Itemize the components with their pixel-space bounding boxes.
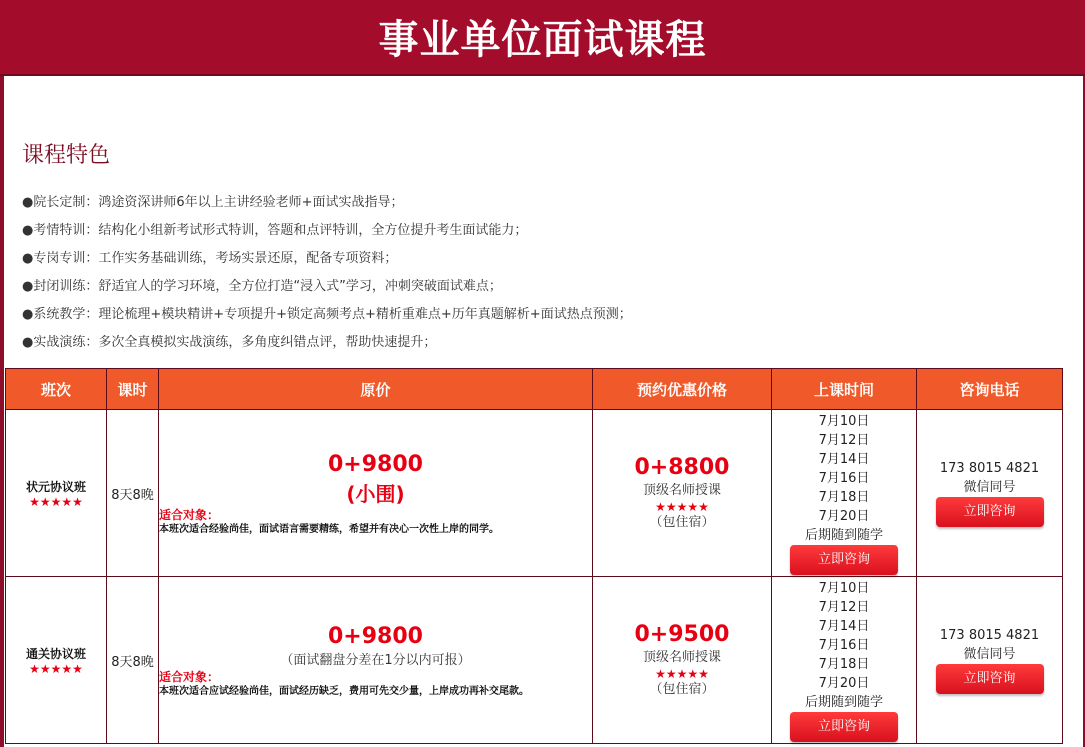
phone-cell xyxy=(917,577,1063,744)
original-price: 0+9800 xyxy=(328,623,423,649)
feature-item: ●院长定制：鸿途资深讲师6年以上主讲经验老师+面试实战指导； xyxy=(22,195,404,210)
schedule-date: 7月14日 xyxy=(818,618,870,634)
phone-number: 173 8015 4821 xyxy=(939,461,1040,476)
feature-item: ●系统教学：理论梳理+模块精讲+专项提升+锁定高频考点+精析重难点+历年真题解析+面试热点预测； xyxy=(22,307,632,322)
schedule-date: 7月14日 xyxy=(818,451,870,467)
schedule-date: 7月18日 xyxy=(818,489,870,505)
feature-item: ●专岗专训：工作实务基础训练，考场实景还原，配备专项资料； xyxy=(22,251,398,266)
col-header-hours: 课时 xyxy=(107,369,159,410)
feature-item: ●封闭训练：舒适宜人的学习环境，全方位打造“浸入式”学习，冲刺突破面试难点； xyxy=(22,279,502,294)
schedule-date: 7月12日 xyxy=(818,432,870,448)
table-row xyxy=(6,410,1063,577)
price-cell xyxy=(159,410,593,577)
wechat-note: 微信同号 xyxy=(963,480,1016,495)
col-header-price: 原价 xyxy=(159,369,593,410)
course-features xyxy=(22,138,1062,357)
col-header-schedule: 上课时间 xyxy=(772,369,917,410)
schedule-date: 7月16日 xyxy=(818,470,870,486)
suit-description: 本班次适合经验尚佳，面试语言需要精练，希望并有决心一次性上岸的同学。 xyxy=(159,523,499,535)
col-header-phone: 咨询电话 xyxy=(917,369,1063,410)
wechat-note: 微信同号 xyxy=(963,647,1016,662)
consult-button[interactable]: 立即咨询 xyxy=(936,497,1044,527)
schedule-date: 7月20日 xyxy=(818,508,870,524)
schedule-cell xyxy=(772,410,917,577)
promo-price: 0+8800 xyxy=(634,455,730,480)
price-note: （面试翻盘分差在1分以内可报） xyxy=(280,652,471,668)
phone-cell xyxy=(917,410,1063,577)
feature-item: ●考情特训：结构化小组新考试形式特训，答题和点评特训，全方位提升考生面试能力； xyxy=(22,223,528,238)
promo-cell xyxy=(593,577,772,744)
page-title: 事业单位面试课程 xyxy=(378,17,707,63)
phone-number: 173 8015 4821 xyxy=(939,628,1040,643)
features-title: 课程特色 xyxy=(22,143,111,168)
schedule-note: 后期随到随学 xyxy=(804,694,883,710)
table-row xyxy=(6,577,1063,744)
schedule-date: 7月12日 xyxy=(818,599,870,615)
feature-item: ●实战演练：多次全真模拟实战演练，多角度纠错点评，帮助快速提升； xyxy=(22,335,437,350)
header-divider xyxy=(0,74,1085,76)
schedule-date: 7月10日 xyxy=(818,580,870,596)
hours-cell: 8天8晚 xyxy=(107,410,159,577)
page-header xyxy=(0,0,1085,76)
class-cell xyxy=(6,577,107,744)
promo-teacher: 顶级名师授课 xyxy=(642,483,721,498)
price-subtitle: (小围) xyxy=(346,481,405,506)
schedule-date: 7月10日 xyxy=(818,413,870,429)
course-table xyxy=(5,368,1063,744)
page-frame-left xyxy=(0,0,4,747)
suit-description: 本班次适合应试经验尚佳，面试经历缺乏，费用可先交少量，上岸成功再补交尾款。 xyxy=(159,685,529,697)
rating-stars: ★★★★★ xyxy=(29,494,83,509)
consult-button[interactable]: 立即咨询 xyxy=(790,712,898,742)
class-name: 通关协议班 xyxy=(25,646,86,661)
table-header-row xyxy=(6,369,1063,410)
hours-cell: 8天8晚 xyxy=(107,577,159,744)
schedule-date: 7月20日 xyxy=(818,675,870,691)
col-header-promo: 预约优惠价格 xyxy=(593,369,772,410)
schedule-date: 7月16日 xyxy=(818,637,870,653)
schedule-note: 后期随到随学 xyxy=(804,527,883,543)
price-cell xyxy=(159,577,593,744)
suit-title: 适合对象： xyxy=(159,507,220,522)
class-name: 状元协议班 xyxy=(25,479,86,494)
promo-cell xyxy=(593,410,772,577)
col-header-class: 班次 xyxy=(6,369,107,410)
promo-note: （包住宿） xyxy=(649,682,715,697)
rating-stars: ★★★★★ xyxy=(29,661,83,676)
original-price: 0+9800 xyxy=(328,451,423,477)
promo-stars: ★★★★★ xyxy=(655,667,709,681)
features-list xyxy=(22,189,1062,357)
class-cell xyxy=(6,410,107,577)
suit-title: 适合对象： xyxy=(159,669,220,684)
consult-button[interactable]: 立即咨询 xyxy=(790,545,898,575)
promo-teacher: 顶级名师授课 xyxy=(642,650,721,665)
promo-note: （包住宿） xyxy=(649,515,715,530)
promo-price: 0+9500 xyxy=(634,622,730,647)
consult-button[interactable]: 立即咨询 xyxy=(936,664,1044,694)
promo-stars: ★★★★★ xyxy=(655,500,709,514)
schedule-date: 7月18日 xyxy=(818,656,870,672)
schedule-cell xyxy=(772,577,917,744)
